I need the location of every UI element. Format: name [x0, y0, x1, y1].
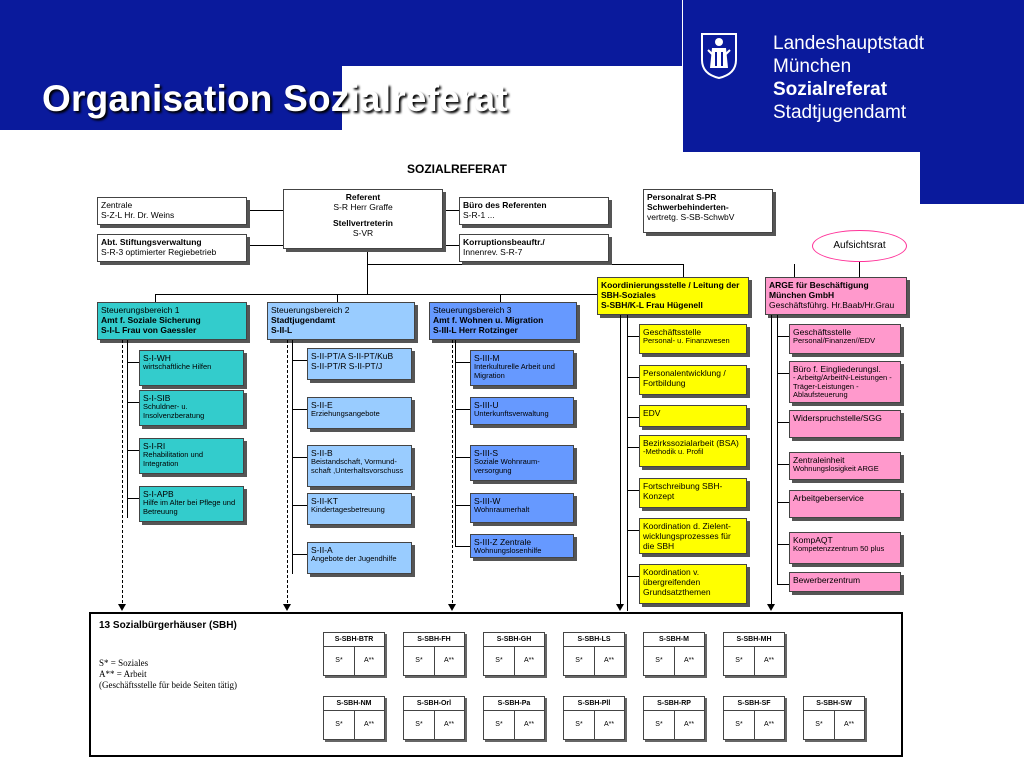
- col3-code: S-III-M: [474, 353, 500, 363]
- col3-desc: Soziale Wohnraum-versorgung: [474, 457, 540, 475]
- stiftung-line-2: S-R-3 optimierter Regiebetrieb: [101, 247, 217, 257]
- sbh-box-label: S-SBH-GH: [484, 633, 544, 647]
- connector: [455, 457, 470, 458]
- connector: [443, 245, 459, 246]
- col1-box: [139, 438, 244, 474]
- col4-line-1: Personalentwicklung /: [643, 368, 726, 378]
- col4-box: [639, 365, 747, 395]
- legend-line-2: A** = Arbeit: [99, 669, 147, 679]
- connector: [627, 490, 639, 491]
- sb1-line-2: Amt f. Soziale Sicherung: [101, 315, 201, 325]
- sbh-cell-arbeit: A**: [763, 721, 775, 728]
- referent-line-1: Referent: [345, 192, 381, 202]
- col4-line-1: Koordination v.: [643, 567, 700, 577]
- col2-desc: Beistandschaft, Vormund-schaft ,Unterhaltsvorschuss: [311, 457, 404, 475]
- col4-line-2: Personal- u. Finanzwesen: [643, 336, 730, 345]
- sbh-cell-soziales: S*: [324, 711, 355, 739]
- sbh-cell-soziales: S*: [644, 647, 675, 675]
- connector: [859, 262, 860, 277]
- sbh-cell-soziales: S*: [484, 711, 515, 739]
- sbh-box: [803, 696, 865, 740]
- sbh-area: [89, 612, 903, 757]
- col4-line-1: Koordination d. Zielent-: [643, 521, 731, 531]
- col5-line-2: - Arbeitg/ArbeitN-Leistungen - Träger-Leistungen - Ablaufsteuerung: [793, 373, 892, 399]
- col2-desc: Kindertagesbetreuung: [311, 505, 385, 514]
- col2-code: S-II-KT: [311, 496, 338, 506]
- sbh-cell-soziales: S*: [724, 647, 755, 675]
- legend-line-3: (Geschäftsstelle für beide Seiten tätig): [99, 680, 237, 690]
- col4-line-2: Fortbildung: [643, 378, 686, 388]
- sbh-box-label: S-SBH-MH: [724, 633, 784, 647]
- col4-line-2: übergreifenden Grundsatzthemen: [643, 577, 711, 597]
- connector: [455, 546, 470, 547]
- connector: [127, 402, 139, 403]
- sbh-box-label: S-SBH-Pll: [564, 697, 624, 711]
- sbh-cell-arbeit: A**: [763, 657, 775, 664]
- col3-box: [470, 397, 574, 425]
- connector: [292, 457, 307, 458]
- sbh-box: [403, 632, 465, 676]
- sbh-box: [323, 632, 385, 676]
- connector: [127, 498, 139, 499]
- sb3-line-2: Amt f. Wohnen u. Migration: [433, 315, 544, 325]
- col5-line-1: Widerspruchstelle/SGG: [793, 413, 882, 423]
- col2-box: [307, 348, 412, 380]
- connector: [127, 362, 139, 363]
- sbh-cell-soziales: S*: [804, 711, 835, 739]
- col2-code: S-II-E: [311, 400, 333, 410]
- city-line-4: Stadtjugendamt: [773, 102, 907, 123]
- sbh-cell-arbeit: A**: [683, 657, 695, 664]
- city-line-3: Sozialreferat: [773, 79, 888, 100]
- sbh-cell-soziales: S*: [324, 647, 355, 675]
- personalrat-box: [643, 189, 773, 233]
- col2-code: S-II-A: [311, 545, 333, 555]
- city-block: [773, 32, 924, 124]
- zentrale-line-2: S-Z-L Hr. Dr. Weins: [101, 210, 175, 220]
- connector: [292, 554, 307, 555]
- koord-line-1: Koordinierungsstelle / Leitung der: [601, 280, 740, 290]
- connector: [777, 336, 789, 337]
- col3-desc: Interkulturelle Arbeit und Migration: [474, 362, 555, 380]
- stiftung-box: [97, 234, 247, 262]
- col2-desc: Angebote der Jugendhilfe: [311, 554, 397, 563]
- connector: [367, 244, 368, 294]
- col2-code: S-II-PT/A S-II-PT/KuB: [311, 351, 394, 361]
- sb1-box: [97, 302, 247, 340]
- col1-box: [139, 350, 244, 386]
- diagram-title: SOZIALREFERAT: [407, 162, 507, 176]
- sbh-title: 13 Sozialbürgerhäuser (SBH): [99, 620, 237, 631]
- col5-line-2: Personal/Finanzen//EDV: [793, 336, 876, 345]
- col4-line-1: Fortschreibung SBH-: [643, 481, 723, 491]
- sbh-box: [643, 696, 705, 740]
- connector: [771, 315, 772, 605]
- connector: [292, 409, 307, 410]
- col1-code: S-I-SIB: [143, 393, 171, 403]
- sbh-cell-arbeit: A**: [683, 721, 695, 728]
- connector: [455, 505, 470, 506]
- col5-line-1: Arbeitgeberservice: [793, 493, 864, 503]
- buero-line-2: S-R-1 ...: [463, 210, 495, 220]
- header-block-right-tab: [920, 152, 1024, 204]
- col4-line-2: Konzept: [643, 491, 675, 501]
- org-chart: [87, 152, 920, 760]
- col2-box: [307, 445, 412, 487]
- arrow-down-icon: [448, 604, 456, 611]
- header-block-mid: [342, 0, 682, 66]
- col5-box: [789, 452, 901, 480]
- connector: [627, 417, 639, 418]
- sbh-box-label: S-SBH-Orl: [404, 697, 464, 711]
- connector: [627, 530, 639, 531]
- col5-line-2: Wohnungslosigkeit ARGE: [793, 464, 879, 473]
- sb3-box: [429, 302, 577, 340]
- sbh-cell-arbeit: A**: [363, 657, 375, 664]
- referent-box: [283, 189, 443, 249]
- spine-4: [627, 315, 628, 611]
- col3-desc: Wohnungslosenhilfe: [474, 546, 542, 555]
- zentrale-line-1: Zentrale: [101, 200, 133, 210]
- spine-1: [127, 340, 128, 518]
- korruption-box: [459, 234, 609, 262]
- sbh-box-label: S-SBH-SF: [724, 697, 784, 711]
- col3-code: S-III-Z Zentrale: [474, 537, 532, 547]
- col1-desc: Rehabilitation und Integration: [143, 450, 204, 468]
- korruption-line-2: Innenrev. S-R-7: [463, 247, 523, 257]
- connector: [777, 464, 789, 465]
- dashed-connector: [452, 340, 453, 608]
- sbh-box-label: S-SBH-NM: [324, 697, 384, 711]
- arge-line-2: München GmbH: [769, 290, 835, 300]
- col1-desc: Schuldner- u. Insolvenzberatung: [143, 402, 205, 420]
- referent-line-2: S-R Herr Graffe: [333, 202, 393, 212]
- korruption-line-1: Korruptionsbeauftr./: [463, 237, 545, 247]
- col3-desc: Unterkunftsverwaltung: [474, 409, 549, 418]
- sbh-box: [563, 632, 625, 676]
- connector: [683, 264, 684, 277]
- dashed-connector: [122, 340, 123, 608]
- sbh-cell-arbeit: A**: [603, 721, 615, 728]
- connector: [777, 584, 789, 585]
- sb2-line-1: Steuerungsbereich 2: [271, 305, 350, 315]
- sbh-cell-arbeit: A**: [523, 721, 535, 728]
- connector: [292, 505, 307, 506]
- sbh-box: [403, 696, 465, 740]
- connector: [627, 336, 639, 337]
- col1-code: S-I-APB: [143, 489, 174, 499]
- sbh-cell-arbeit: A**: [523, 657, 535, 664]
- connector: [155, 294, 601, 295]
- sbh-legend: [99, 658, 237, 691]
- arge-line-3: Geschäftsführg. Hr.Baab/Hr.Grau: [769, 300, 895, 310]
- sb3-line-3: S-III-L Herr Rotzinger: [433, 325, 518, 335]
- connector: [247, 210, 283, 211]
- sb2-line-2: Stadtjugendamt: [271, 315, 336, 325]
- sbh-box: [723, 696, 785, 740]
- connector: [627, 576, 639, 577]
- connector: [455, 409, 470, 410]
- col4-box: [639, 564, 747, 604]
- arrow-down-icon: [118, 604, 126, 611]
- connector: [794, 264, 795, 277]
- col1-box: [139, 486, 244, 522]
- personalrat-line-2: Schwerbehinderten-: [647, 202, 729, 212]
- col3-code: S-III-S: [474, 448, 499, 458]
- col2-desc: Erziehungsangebote: [311, 409, 380, 418]
- col1-desc: wirtschaftliche Hilfen: [143, 362, 212, 371]
- col5-line-2: Kompetenzzentrum 50 plus: [793, 544, 885, 553]
- koord-line-2: SBH-Soziales: [601, 290, 656, 300]
- col3-code: S-III-U: [474, 400, 499, 410]
- col3-code: S-III-W: [474, 496, 501, 506]
- col4-box: [639, 405, 747, 427]
- col5-line-1: Bewerberzentrum: [793, 575, 861, 585]
- connector: [247, 245, 283, 246]
- col3-box: [470, 493, 574, 523]
- col2-code: S-II-B: [311, 448, 333, 458]
- col5-box: [789, 324, 901, 354]
- sbh-box: [483, 632, 545, 676]
- sbh-cell-soziales: S*: [644, 711, 675, 739]
- sbh-box: [483, 696, 545, 740]
- referent-line-3: Stellvertreterin: [333, 218, 393, 228]
- sbh-cell-soziales: S*: [564, 647, 595, 675]
- col3-box: [470, 534, 574, 558]
- legend-line-1: S* = Soziales: [99, 658, 149, 668]
- sbh-cell-arbeit: A**: [443, 657, 455, 664]
- col4-line-1: EDV: [643, 408, 661, 418]
- col2-desc: S-II-PT/R S-II-PT/J: [311, 361, 383, 371]
- col4-line-2: -Methodik u. Profil: [643, 447, 704, 456]
- arrow-down-icon: [283, 604, 291, 611]
- sbh-cell-soziales: S*: [404, 647, 435, 675]
- arge-box: [765, 277, 907, 315]
- sbh-box: [323, 696, 385, 740]
- sbh-box-label: S-SBH-M: [644, 633, 704, 647]
- stiftung-line-1: Abt. Stiftungsverwaltung: [101, 237, 202, 247]
- sbh-cell-arbeit: A**: [843, 721, 855, 728]
- arrow-down-icon: [616, 604, 624, 611]
- city-line-2: München: [773, 56, 852, 77]
- col2-box: [307, 397, 412, 429]
- col3-desc: Wohnraumerhalt: [474, 505, 530, 514]
- sb1-line-1: Steuerungsbereich 1: [101, 305, 180, 315]
- col5-box: [789, 572, 901, 592]
- spine-3: [455, 340, 456, 546]
- col1-code: S-I-WH: [143, 353, 171, 363]
- koord-box: [597, 277, 749, 315]
- col4-box: [639, 518, 747, 554]
- arrow-down-icon: [767, 604, 775, 611]
- sb2-line-3: S-II-L: [271, 325, 293, 335]
- col3-box: [470, 445, 574, 481]
- page-title: Organisation Sozialreferat: [42, 78, 508, 119]
- col5-line-1: KompAQT: [793, 535, 833, 545]
- sbh-cell-soziales: S*: [484, 647, 515, 675]
- connector: [777, 502, 789, 503]
- col4-line-2: wicklungsprozesses für die SBH: [643, 531, 731, 551]
- sbh-box-label: S-SBH-Pa: [484, 697, 544, 711]
- connector: [455, 362, 470, 363]
- col5-line-1: Zentraleinheit: [793, 455, 845, 465]
- muenchner-kindl-logo-icon: [698, 30, 740, 80]
- col4-box: [639, 478, 747, 508]
- sbh-cell-arbeit: A**: [443, 721, 455, 728]
- col5-box: [789, 361, 901, 403]
- connector: [627, 447, 639, 448]
- col1-desc: Hilfe im Alter bei Pflege und Betreuung: [143, 498, 236, 516]
- personalrat-line-1: Personalrat S-PR: [647, 192, 717, 202]
- col5-box: [789, 490, 901, 518]
- buero-line-1: Büro des Referenten: [463, 200, 547, 210]
- sbh-box: [643, 632, 705, 676]
- aufsichtsrat-oval: Aufsichtsrat: [812, 230, 907, 262]
- col1-box: [139, 390, 244, 426]
- sbh-cell-soziales: S*: [404, 711, 435, 739]
- sbh-box-label: S-SBH-FH: [404, 633, 464, 647]
- koord-line-3: S-SBH/K-L Frau Hügenell: [601, 300, 703, 310]
- col3-box: [470, 350, 574, 386]
- zentrale-box: [97, 197, 247, 225]
- arge-line-1: ARGE für Beschäftigung: [769, 280, 869, 290]
- sbh-box: [723, 632, 785, 676]
- col4-line-1: Geschäftsstelle: [643, 327, 702, 337]
- sbh-cell-arbeit: A**: [363, 721, 375, 728]
- sbh-box: [563, 696, 625, 740]
- col5-line-1: Büro f. Eingliederungsl.: [793, 364, 881, 374]
- sbh-cell-soziales: S*: [564, 711, 595, 739]
- col2-box: [307, 542, 412, 574]
- col4-box: [639, 324, 747, 354]
- connector: [777, 544, 789, 545]
- connector: [443, 210, 459, 211]
- col5-box: [789, 410, 901, 438]
- sbh-box-label: S-SBH-SW: [804, 697, 864, 711]
- connector: [367, 264, 683, 265]
- col4-box: [639, 435, 747, 467]
- dashed-connector: [287, 340, 288, 608]
- sb2-box: [267, 302, 415, 340]
- city-line-1: Landeshauptstadt: [773, 33, 925, 54]
- sbh-box-label: S-SBH-RP: [644, 697, 704, 711]
- connector: [620, 315, 621, 605]
- referent-line-4: S-VR: [352, 228, 374, 238]
- sbh-cell-soziales: S*: [724, 711, 755, 739]
- sb3-line-1: Steuerungsbereich 3: [433, 305, 512, 315]
- connector: [777, 422, 789, 423]
- sbh-box-label: S-SBH-BTR: [324, 633, 384, 647]
- col2-box: [307, 493, 412, 525]
- connector: [627, 377, 639, 378]
- col5-line-1: Geschäftsstelle: [793, 327, 852, 337]
- col4-line-1: Bezirkssozialarbeit (BSA): [643, 438, 739, 448]
- connector: [127, 450, 139, 451]
- col1-code: S-I-RI: [143, 441, 166, 451]
- connector: [777, 373, 789, 374]
- col5-box: [789, 532, 901, 564]
- sbh-cell-arbeit: A**: [603, 657, 615, 664]
- buero-box: [459, 197, 609, 225]
- personalrat-line-3: vertretg. S-SB-SchwbV: [647, 212, 735, 222]
- sbh-box-label: S-SBH-LS: [564, 633, 624, 647]
- sb1-line-3: S-I-L Frau von Gaessler: [101, 325, 197, 335]
- connector: [292, 360, 307, 361]
